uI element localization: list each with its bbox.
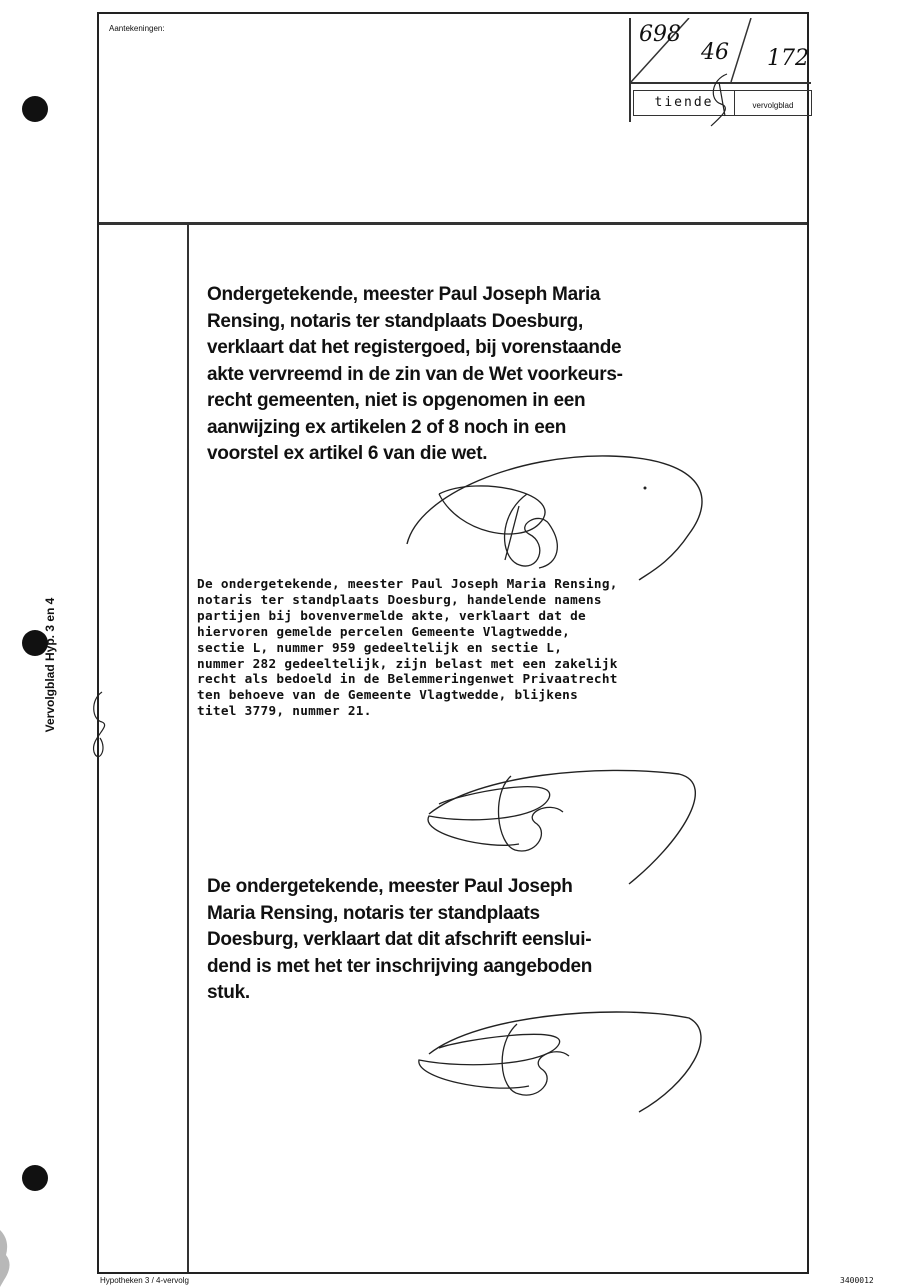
text-line: dend is met het ter inschrijving aangeboden: [207, 955, 593, 977]
notes-label: Aantekeningen:: [109, 24, 165, 33]
sheet-label: vervolgblad: [735, 90, 812, 116]
punch-hole-bottom: [22, 1165, 48, 1191]
text-line: De ondergetekende, meester Paul Joseph Maria Rensing,: [197, 576, 618, 591]
reference-number-1: 698: [639, 22, 681, 47]
form-label: Hypotheken 3 / 4-vervolg: [100, 1276, 189, 1285]
text-line: Ondergetekende, meester Paul Joseph Maria: [207, 284, 601, 305]
text-line: titel 3779, nummer 21.: [197, 703, 372, 719]
scan-smudge: [0, 1220, 30, 1287]
text-line: recht gemeenten, niet is opgenomen in een: [207, 390, 586, 411]
signature-1: [399, 434, 719, 584]
text-line: nummer 282 gedeeltelijk, zijn belast met een zakelijk: [197, 655, 618, 671]
signature-2: [399, 754, 719, 894]
text-line: sectie L, nummer 959 gedeeltelijk en sectie L,: [197, 639, 563, 655]
text-line: akte vervreemd in de zin van de Wet voorkeurs-: [207, 363, 623, 385]
signature-3: [399, 1004, 719, 1124]
text-line: verklaart dat het registergoed, bij vorenstaande: [207, 337, 622, 358]
reference-number-2: 46: [701, 40, 729, 65]
text-line: Maria Rensing, notaris ter standplaats: [207, 902, 540, 924]
sequence-word: tiende: [633, 90, 735, 116]
text-line: hiervoren gemelde percelen Gemeente Vlagtwedde,: [197, 623, 571, 639]
text-line: Rensing, notaris ter standplaats Doesburg,: [207, 310, 583, 332]
text-line: ten behoeve van de Gemeente Vlagtwedde, blijkens: [197, 687, 579, 703]
margin-rule: [187, 224, 189, 1272]
text-line: notaris ter standplaats Doesburg, handelende namens: [197, 591, 602, 607]
text-line: Doesburg, verklaart dat dit afschrift eenslui-: [207, 929, 592, 950]
second-declaration: [197, 576, 618, 719]
document-frame: [97, 12, 809, 1274]
form-code: 3400012: [840, 1276, 874, 1285]
text-line: De ondergetekende, meester Paul Joseph: [207, 876, 573, 897]
text-line: voorstel ex artikel 6 van die wet.: [207, 443, 488, 464]
text-line: stuk.: [207, 982, 250, 1003]
third-declaration: [207, 874, 592, 1007]
text-line: aanwijzing ex artikelen 2 of 8 noch in een: [207, 416, 567, 438]
reference-initial: [701, 70, 741, 130]
text-line: partijen bij bovenvermelde akte, verklaart dat de: [197, 607, 586, 623]
text-line: recht als bedoeld in de Belemmeringenwet Privaatrecht: [197, 671, 618, 687]
notes-area: [99, 14, 807, 225]
punch-hole-top: [22, 96, 48, 122]
reference-number-3: 172: [767, 46, 809, 71]
side-form-label: Vervolgblad Hyp. 3 en 4: [43, 597, 57, 733]
reference-box: [629, 18, 811, 122]
